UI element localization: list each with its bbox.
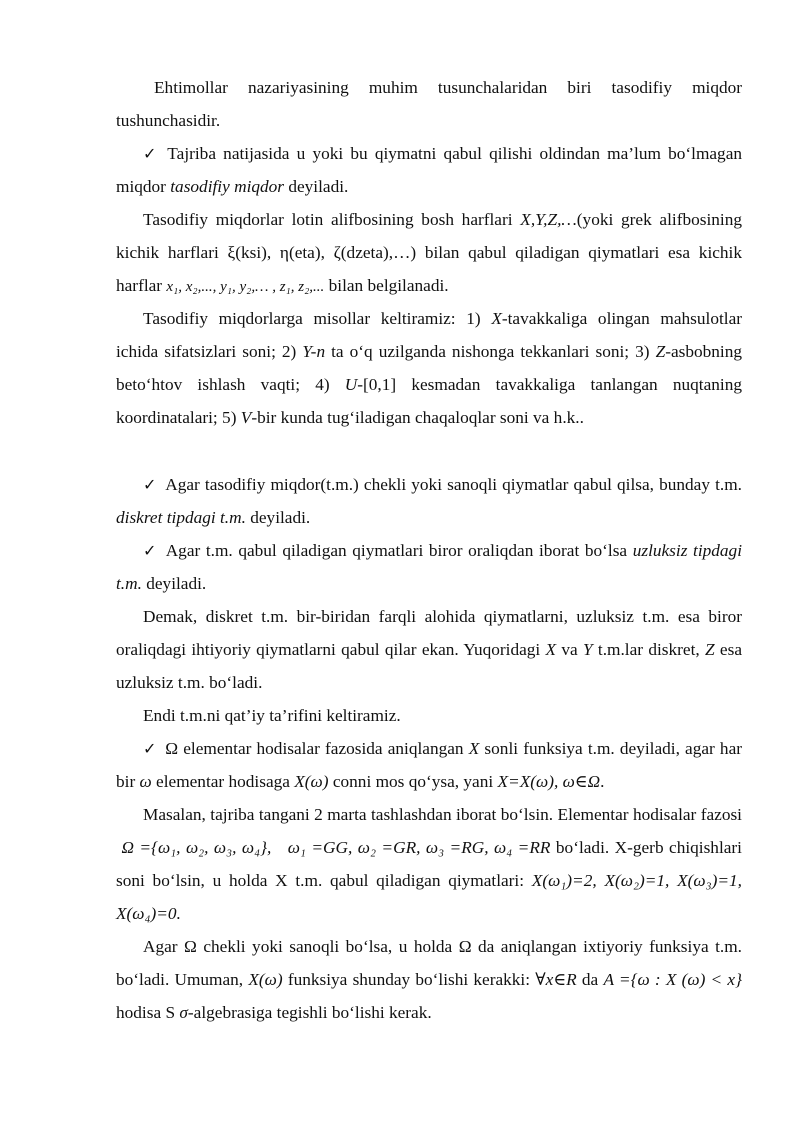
paragraph-coin-example: Masalan, tajriba tangani 2 marta tashlashdan iborat bo‘lsin. Elementar hodisalar fazosi Ω ={ω₁, ω₂, ω₃, ω₄}, ω₁ =GG, ω₂ =GR, ω₃ =RG, ω₄ =RR bo‘ladi. X-gerb chiqishlari soni bo‘lsin, u holda X t.m. qabul qiladigan qiymatlari: X(ω₁)=2, X(ω₂)=1, X(ω₃)=1, X(ω₄)=0. <box>116 805 742 923</box>
paragraph-notation: Tasodifiy miqdorlar lotin alifbosining bosh harflari X,Y,Z,…(yoki grek alifbosining kichik harflari ξ(ksi), η(eta), ζ(dzeta),…) bilan qabul qiladigan qiymatlari esa kichik harflar x₁, x₂,..., y₁, y₂,… , z₁, z₂,... bilan belgilanadi. <box>116 210 742 295</box>
definition-discrete: ✓ Agar tasodifiy miqdor(t.m.) chekli yoki sanoqli qiymatlar qabul qilsa, bunday t.m. diskret tipdagi t.m. deyiladi. <box>116 468 742 534</box>
formula-event-set: A ={ω : X (ω) < x} <box>603 970 743 989</box>
paragraph-measurability: Agar Ω chekli yoki sanoqli bo‘lsa, u holda Ω da aniqlangan ixtiyoriy funksiya t.m. bo‘ladi. Umuman, X(ω) funksiya shunday bo‘lishi kerakki: ∀x∈R da A ={ω : X (ω) < x} hodisa S σ-algebrasiga tegishli bo‘lishi kerak. <box>116 937 743 1022</box>
term-discrete: diskret tipdagi t.m. <box>116 508 246 527</box>
paragraph-definition-intro: Endi t.m.ni qat’iy ta’rifini keltiramiz. <box>143 706 401 725</box>
formula-sample-space: Ω ={ω₁, ω₂, ω₃, ω₄}, <box>121 838 272 857</box>
definition-continuous: ✓ Agar t.m. qabul qiladigan qiymatlari biror oraliqdan iborat bo‘lsa uzluksiz tipdagi t.m. deyiladi. <box>116 534 742 600</box>
paragraph-intro: Ehtimollar nazariyasining muhim tusunchalaridan biri tasodifiy miqdor tushunchasidir. <box>116 78 742 130</box>
term-random-variable: tasodifiy miqdor <box>170 177 285 196</box>
formula-small-letters: x₁, x₂,..., y₁, y₂,… , z₁, z₂,... <box>166 279 325 295</box>
paragraph-conclusion: Demak, diskret t.m. bir-biridan farqli alohida qiymatlarni, uzluksiz t.m. esa biror oraliqdagi ihtiyoriy qiymatlarni qabul qilar ekan. Yuqoridagi X va Y t.m.lar diskret, Z esa uzluksiz t.m. bo‘ladi. <box>116 607 742 692</box>
formula-outcomes: ω₁ =GG, ω₂ =GR, ω₃ =RG, ω₄ =RR <box>287 838 551 857</box>
definition-strict: ✓ Ω elementar hodisalar fazosida aniqlangan X sonli funksiya t.m. deyiladi, agar har bir ω elementar hodisaga X(ω) conni mos qo‘ysa, yani X=X(ω), ω∈Ω. <box>116 732 742 798</box>
formula-capital-letters: X,Y,Z,… <box>520 210 577 229</box>
formula-function: X=X(ω), ω∈Ω <box>497 772 601 791</box>
term-continuous: uzluksiz tipdagi t.m. <box>116 541 743 593</box>
definition-random-variable: ✓ Tajriba natijasida u yoki bu qiymatni qabul qilishi oldindan ma’lum bo‘lmagan miqdor tasodifiy miqdor deyiladi. <box>116 137 742 203</box>
paragraph-examples: Tasodifiy miqdorlarga misollar keltiramiz: 1) X-tavakkaliga olingan mahsulotlar ichida sifatsizlari soni; 2) Y-n ta o‘q uzilganda nishonga tekkanlari soni; 3) Z-asbobning beto‘htov ishlash vaqti; 4) U-[0,1] kesmadan tavakkaliga tanlangan nuqtaning koordinatalari; 5) V-bir kunda tug‘iladigan chaqaloqlar soni va h.k.. <box>116 309 743 427</box>
